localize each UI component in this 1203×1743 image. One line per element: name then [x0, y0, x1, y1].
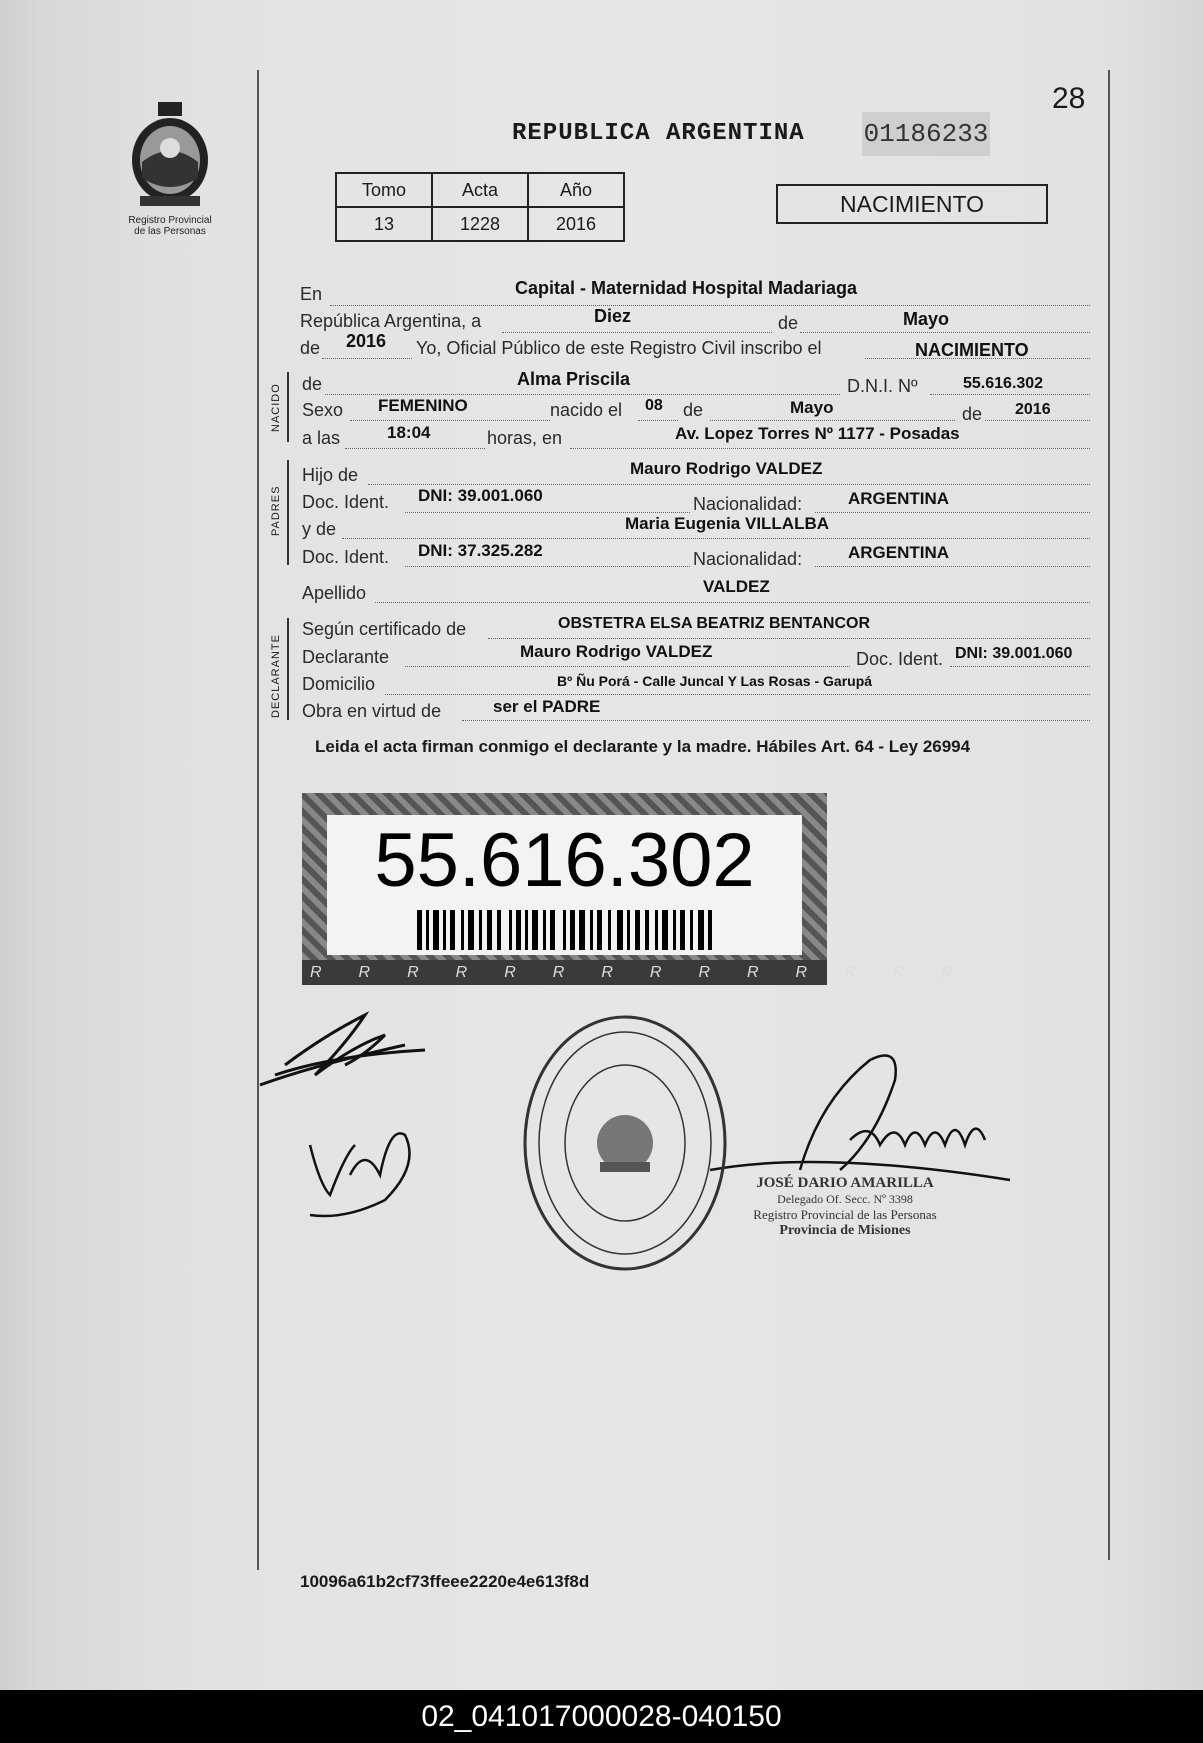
dotted-line [405, 666, 850, 667]
section-padres: PADRES [270, 485, 282, 536]
value-madre: Maria Eugenia VILLALBA [625, 514, 830, 533]
dotted-line [570, 448, 1090, 449]
value-madre-doc: DNI: 37.325.282 [418, 541, 543, 560]
registry-header-row [336, 173, 624, 207]
document-hash: 10096a61b2cf73ffeee2220e4e613f8d [300, 1572, 590, 1591]
label-declarante: Declarante [302, 647, 390, 667]
right-margin-line [1108, 70, 1110, 1560]
value-hora: 18:04 [387, 423, 431, 442]
dotted-line [322, 358, 412, 359]
value-padre: Mauro Rodrigo VALDEZ [630, 459, 823, 478]
value-padre-doc: DNI: 39.001.060 [418, 486, 543, 505]
dotted-line [405, 566, 690, 567]
label-dni: D.N.I. Nº [847, 376, 918, 396]
anio-header: Año [528, 173, 624, 207]
value-nac-mes: Mayo [790, 398, 834, 417]
official-province: Provincia de Misiones [779, 1223, 911, 1238]
official-block [700, 1175, 990, 1239]
dotted-line [385, 694, 1090, 695]
registry-table [335, 172, 625, 242]
dotted-line [815, 566, 1090, 567]
section-declarante: DECLARANTE [270, 634, 282, 718]
official-name: JOSÉ DARIO AMARILLA [756, 1175, 934, 1191]
official-seal-icon [520, 1012, 730, 1274]
declarante-bracket [287, 618, 289, 720]
tomo-value: 13 [336, 207, 432, 241]
label-de1: de [778, 313, 799, 333]
label-apellido: Apellido [302, 583, 367, 603]
dni-sticker-number: 55.616.302 [374, 818, 755, 903]
dotted-line [950, 666, 1090, 667]
label-de3: de [302, 374, 323, 394]
dotted-line [710, 420, 955, 421]
value-domicilio: Bº Ñu Porá - Calle Juncal Y Las Rosas - Garupá [557, 673, 873, 689]
value-lugar-nac: Av. Lopez Torres Nº 1177 - Posadas [675, 424, 960, 443]
section-nacido: NACIDO [270, 383, 282, 432]
dotted-line [368, 484, 1090, 485]
signature-1-icon [255, 1005, 435, 1095]
dotted-line [342, 538, 1090, 539]
value-nac-dia: 08 [645, 397, 663, 414]
dotted-line [985, 420, 1090, 421]
dotted-line [800, 332, 1090, 333]
serial-number: 01186233 [862, 112, 990, 156]
label-yo: Yo, Oficial Público de este Registro Civil inscribo el [416, 338, 822, 358]
act-type-box: NACIMIENTO [776, 184, 1048, 224]
security-pattern-text: RRRRRRRRRRRRRR [302, 960, 827, 985]
logo-caption-1: Registro Provincial [128, 215, 212, 226]
label-sexo: Sexo [302, 400, 344, 420]
dotted-line [405, 512, 690, 513]
dotted-line [815, 512, 1090, 513]
left-margin-line [257, 70, 259, 1570]
label-de2: de [300, 338, 321, 358]
dotted-line [345, 448, 485, 449]
dni-number-sticker [302, 793, 990, 985]
dni-sticker-inner [327, 815, 802, 955]
tomo-header: Tomo [336, 173, 432, 207]
label-nac1: Nacionalidad: [693, 494, 803, 514]
official-office: Registro Provincial de las Personas [753, 1207, 937, 1222]
official-role: Delegado Of. Secc. Nº 3398 [777, 1192, 913, 1206]
value-declarante: Mauro Rodrigo VALDEZ [520, 642, 713, 661]
dotted-line [462, 720, 1090, 721]
dotted-line [375, 602, 1090, 603]
value-declarante-doc: DNI: 39.001.060 [955, 645, 1073, 662]
acta-header: Acta [432, 173, 528, 207]
barcode-icon [417, 910, 712, 950]
value-nombre: Alma Priscila [517, 369, 631, 389]
value-dni: 55.616.302 [963, 375, 1044, 392]
dotted-line [502, 332, 772, 333]
value-certificado: OBSTETRA ELSA BEATRIZ BENTANCOR [558, 615, 870, 632]
value-padre-nac: ARGENTINA [848, 489, 950, 508]
label-a-las: a las [302, 428, 341, 448]
label-domicilio: Domicilio [302, 674, 376, 694]
value-tipo: NACIMIENTO [915, 340, 1029, 360]
dotted-line [350, 420, 550, 421]
label-nacido: nacido el [550, 400, 623, 420]
dotted-line [488, 638, 1090, 639]
label-yde: y de [302, 519, 337, 539]
acta-value: 1228 [432, 207, 528, 241]
registry-value-row [336, 207, 624, 241]
label-horas: horas, en [487, 428, 563, 448]
value-mes: Mayo [903, 309, 950, 329]
country-title: REPUBLICA ARGENTINA [512, 120, 805, 147]
value-dia: Diez [594, 306, 632, 326]
anio-value: 2016 [528, 207, 624, 241]
label-de5: de [962, 404, 983, 424]
label-de4: de [683, 400, 704, 420]
label-segun: Según certificado de [302, 619, 467, 639]
dotted-line [638, 420, 678, 421]
label-en: En [300, 284, 323, 304]
label-republica: República Argentina, a [300, 311, 482, 331]
value-anio: 2016 [346, 331, 387, 351]
label-doc1: Doc. Ident. [302, 492, 390, 512]
footer-id-bar: 02_041017000028-040150 [0, 1690, 1203, 1743]
coat-of-arms-icon [120, 100, 220, 210]
value-apellido: VALDEZ [703, 577, 770, 596]
label-nac2: Nacionalidad: [693, 549, 803, 569]
value-obra: ser el PADRE [493, 697, 601, 716]
value-lugar: Capital - Maternidad Hospital Madariaga [515, 278, 858, 298]
value-madre-nac: ARGENTINA [848, 543, 950, 562]
label-hijo: Hijo de [302, 465, 359, 485]
label-doc3: Doc. Ident. [856, 649, 944, 669]
padres-bracket [287, 460, 289, 565]
dotted-line [325, 394, 840, 395]
label-obra: Obra en virtud de [302, 701, 442, 721]
dotted-line [930, 394, 1090, 395]
registry-logo [110, 100, 230, 237]
page-number: 28 [1052, 82, 1086, 115]
nacido-bracket [287, 372, 289, 442]
closing-note: Leida el acta firman conmigo el declarante y la madre. Hábiles Art. 64 - Ley 26994 [315, 737, 971, 756]
value-sexo: FEMENINO [378, 396, 468, 415]
logo-caption-2: de las Personas [134, 226, 206, 237]
dotted-line [330, 305, 1090, 306]
label-doc2: Doc. Ident. [302, 547, 390, 567]
value-nac-anio: 2016 [1015, 401, 1051, 418]
signature-2-icon [305, 1105, 425, 1225]
